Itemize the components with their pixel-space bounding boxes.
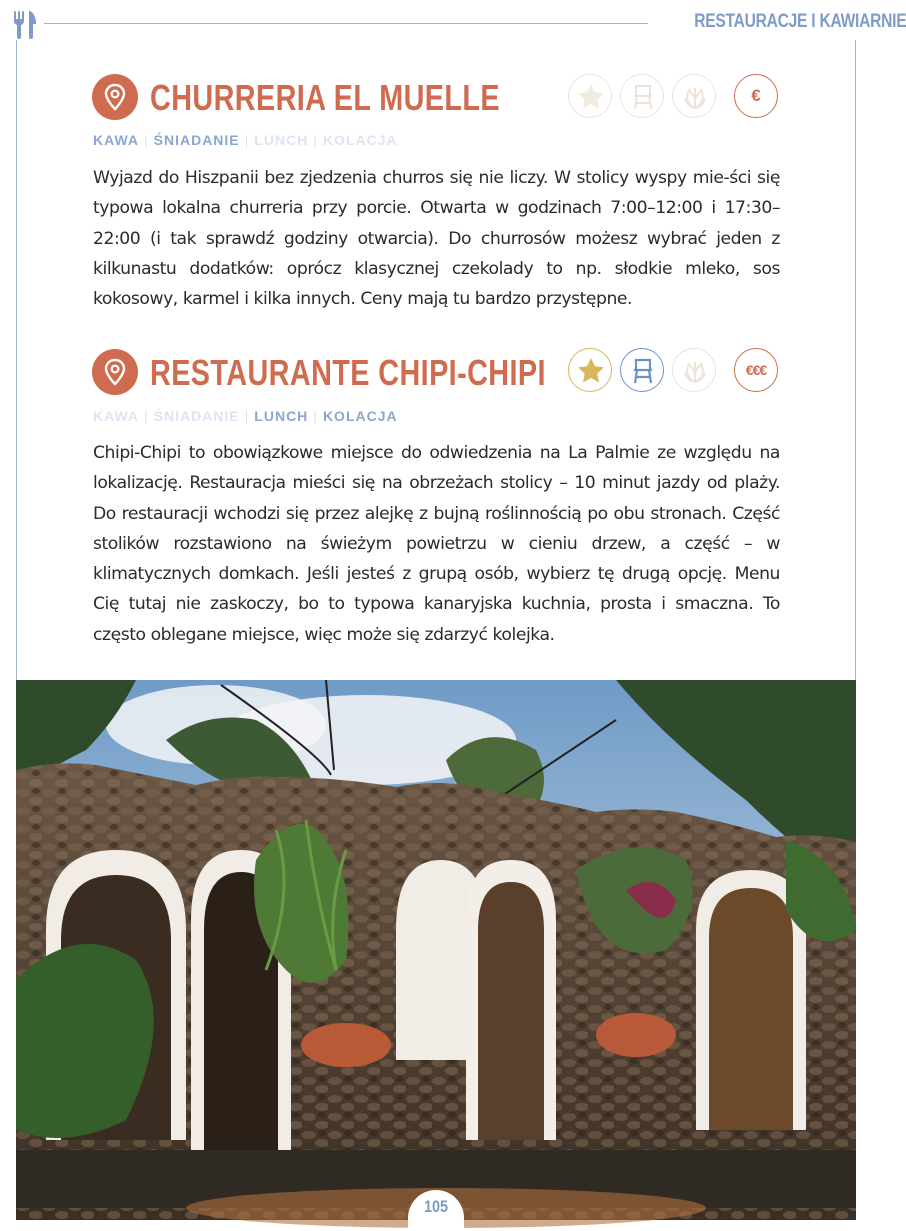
- cutlery-icon: [11, 9, 39, 39]
- section-title: RESTAURACJE I KAWIARNIE: [694, 11, 906, 32]
- price-level-text: €: [751, 86, 761, 105]
- meal-tag-kolacja: KOLACJA: [322, 132, 398, 148]
- badge-row: [568, 74, 780, 120]
- meal-tag-sniadanie: ŚNIADANIE: [153, 408, 240, 424]
- frame-right-rule: [855, 40, 856, 680]
- star-icon: [568, 74, 612, 118]
- restaurant-name: CHURRERIA EL MUELLE: [150, 77, 501, 118]
- price-level-badge: [734, 348, 778, 392]
- price-level-badge: [734, 74, 778, 118]
- restaurant-description: Wyjazd do Hiszpanii bez zjedzenia churros się nie liczy. W stolicy wyspy mie-ści się typowa lokalna churreria przy porcie. Otwarta w godzinach 7:00–12:00 i 17:30–22:00 (i tak sprawdź godziny otwarcia). Do churrosów możesz wybrać jeden z kilkunastu dodatków: oprócz klasycznej czekolady to np. słodkie mleko, sos kokosowy, karmel i kilka innych. Ceny mają tu bardzo przystępne.: [93, 168, 780, 310]
- entry-heading: [92, 349, 552, 397]
- meal-tag-kawa: KAWA: [93, 408, 139, 424]
- price-level-text: €€€: [745, 362, 767, 378]
- meal-tag-kolacja: KOLACJA: [322, 408, 398, 424]
- leaf-icon: [672, 348, 716, 392]
- high-chair-icon: [620, 348, 664, 392]
- location-pin-icon: [92, 74, 138, 120]
- meal-tag-sniadanie: ŚNIADANIE: [153, 132, 240, 148]
- meal-tags: KAWA | ŚNIADANIE | LUNCH | KOLACJA: [93, 132, 398, 148]
- star-icon: [568, 348, 612, 392]
- page-number-tab: [408, 1190, 464, 1228]
- badge-row: [568, 348, 780, 394]
- high-chair-icon: [620, 74, 664, 118]
- frame-left-rule: [16, 40, 17, 680]
- meal-tags: KAWA | ŚNIADANIE | LUNCH | KOLACJA: [93, 408, 398, 424]
- location-pin-icon: [92, 349, 138, 395]
- page-number: 105: [423, 1197, 449, 1216]
- restaurant-photo: [16, 680, 856, 1208]
- restaurant-name: RESTAURANTE CHIPI-CHIPI: [150, 352, 546, 393]
- restaurant-description: Chipi-Chipi to obowiązkowe miejsce do odwiedzenia na La Palmie ze względu na lokalizację. Restauracja mieści się na obrzeżach stolicy – 10 minut jazdy od plaży. Do restauracji wchodzi się przez alejkę z bujną roślinnością po obu stronach. Część stolików rozstawiono na świeżym powietrzu w cieniu drzew, a część – w klimatycznych domkach. Jeśli jesteś z grupą osób, wybierz tę drugą opcję. Menu Cię tutaj nie zaskoczy, bo to typowa kanaryjska kuchnia, prosta i smaczna. To często oblegane miejsce, więc może się zdarzyć kolejka.: [93, 443, 780, 645]
- leaf-icon: [672, 74, 716, 118]
- entry-heading: [92, 74, 552, 122]
- meal-tag-lunch: LUNCH: [254, 132, 309, 148]
- meal-tag-lunch: LUNCH: [254, 408, 309, 424]
- header-rule: [44, 23, 648, 24]
- meal-tag-kawa: KAWA: [93, 132, 139, 148]
